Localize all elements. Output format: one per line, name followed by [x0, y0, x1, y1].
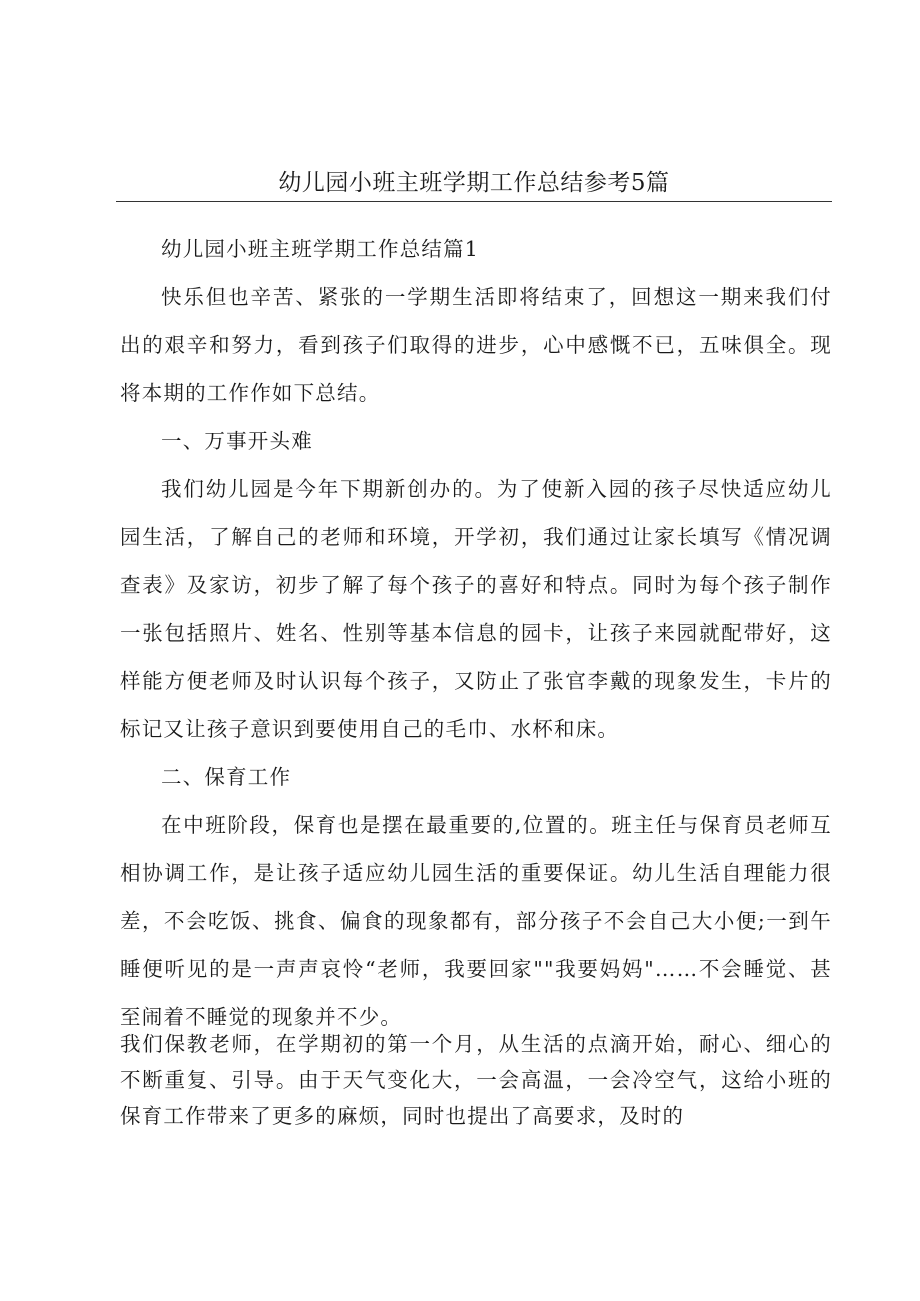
- continued-text-block: [120, 1026, 832, 1134]
- section-2-paragraph: 在中班阶段，保育也是摆在最重要的,位置的。班主任与保育员老师互相协调工作，是让孩子适应幼儿园生活的重要保证。幼儿生活自理能力很差，不会吃饭、挑食、偏食的现象都有，部分孩子不会自己大小便;一到午睡便听见的是一声声哀怜“老师，我要回家""我要妈妈"……不会睡觉、甚至闹着不睡觉的现象并不少。: [120, 813, 832, 1029]
- section-heading-1: 一、万事开头难: [161, 429, 313, 453]
- intro-paragraph: 快乐但也辛苦、紧张的一学期生活即将结束了，回想这一期来我们付出的艰辛和努力，看到孩子们取得的进步，心中感慨不已，五味俱全。现将本期的工作作如下总结。: [120, 285, 832, 405]
- document-body: [120, 225, 832, 1041]
- section-heading-2: 二、保育工作: [161, 765, 292, 789]
- article-subtitle: 幼儿园小班主班学期工作总结篇1: [161, 237, 480, 261]
- section-1-paragraph: 我们幼儿园是今年下期新创办的。为了使新入园的孩子尽快适应幼儿园生活，了解自己的老师和环境，开学初，我们通过让家长填写《情况调查表》及家访，初步了解了每个孩子的喜好和特点。同时为每个孩子制作一张包括照片、姓名、性别等基本信息的园卡，让孩子来园就配带好，这样能方便老师及时认识每个孩子，又防止了张官李戴的现象发生，卡片的标记又让孩子意识到要使用自己的毛巾、水杯和床。: [120, 477, 832, 741]
- document-title: 幼儿园小班主班学期工作总结参考5篇: [278, 170, 670, 196]
- title-underline: [116, 201, 832, 202]
- section-2-continued-paragraph: 我们保教老师，在学期初的第一个月，从生活的点滴开始，耐心、细心的不断重复、引导。由于天气变化大，一会高温，一会冷空气，这给小班的保育工作带来了更多的麻烦，同时也提出了高要求，及时的: [120, 1032, 832, 1128]
